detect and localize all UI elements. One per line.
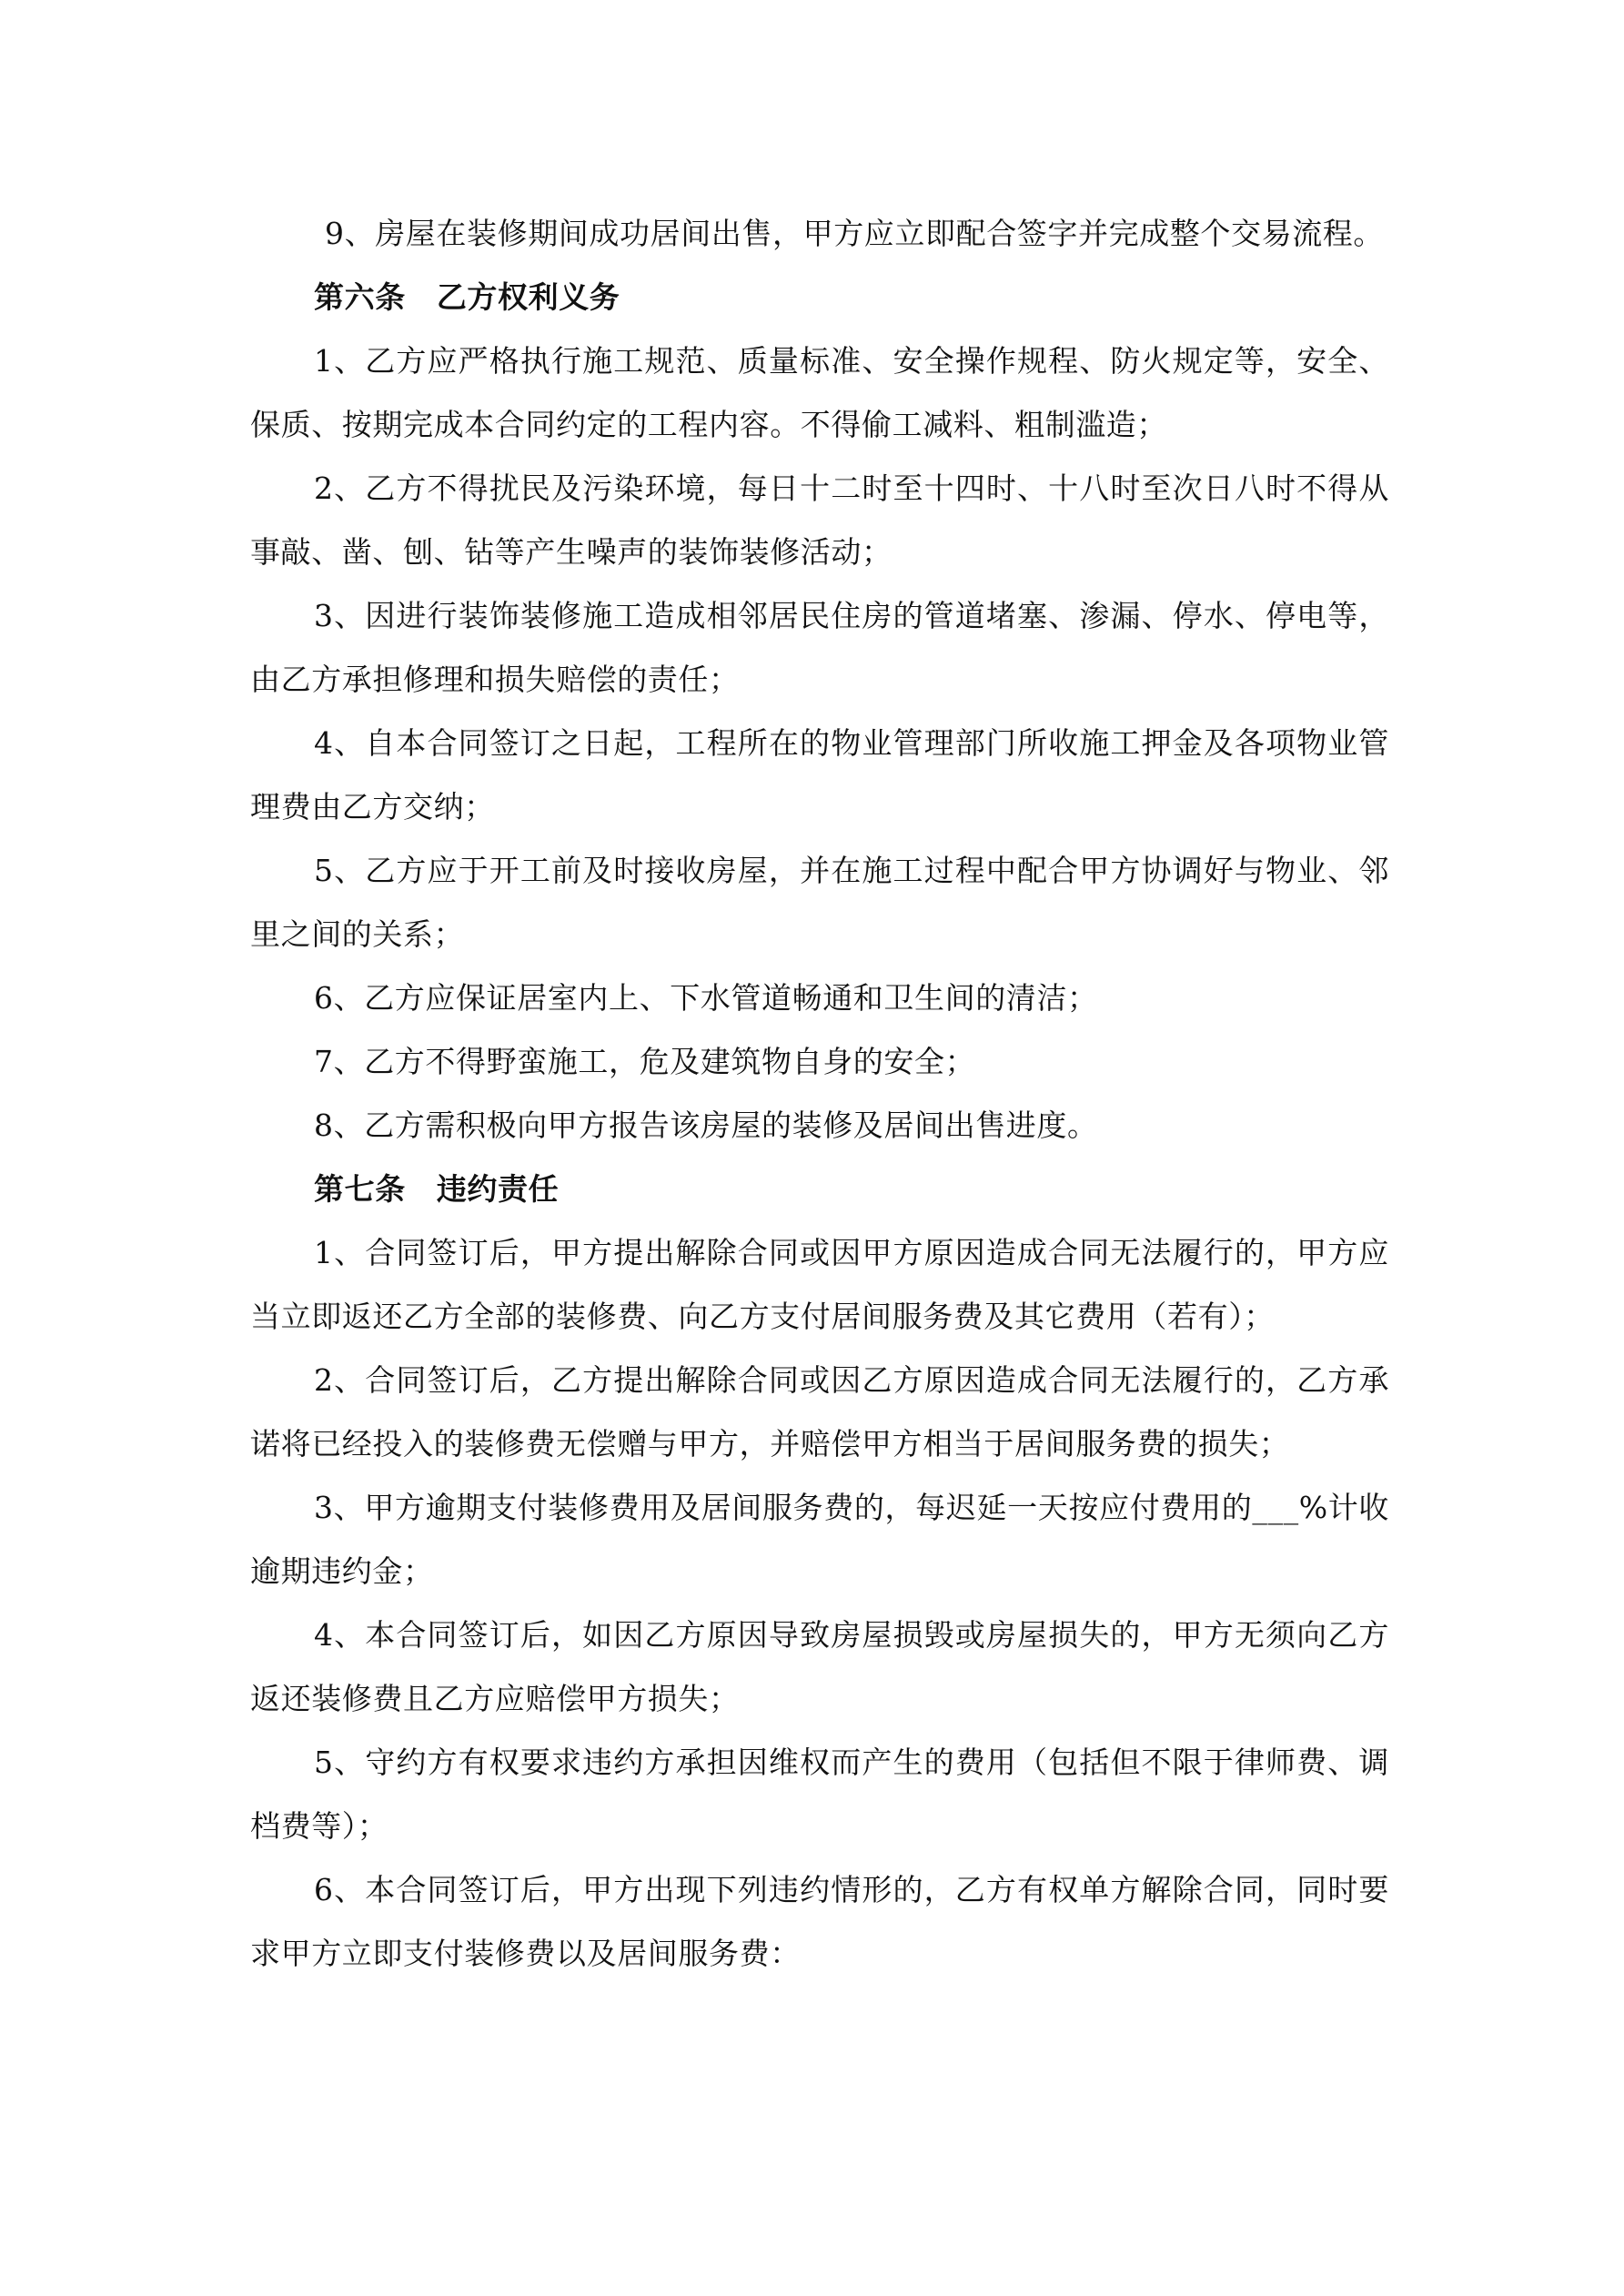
clause-item: 6、乙方应保证居室内上、下水管道畅通和卫生间的清洁； <box>314 980 1098 1016</box>
clause-item: 1、合同签订后，甲方提出解除合同或因甲方原因造成合同无法履行的，甲方应当立即返还乙方全部的装修费、向乙方支付居间服务费及其它费用（若有）； <box>250 1235 1389 1334</box>
article-number: 第七条 <box>314 1171 406 1207</box>
clause-item: 4、本合同签订后，如因乙方原因导致房屋损毁或房屋损失的，甲方无须向乙方返还装修费且乙方应赔偿甲方损失； <box>250 1617 1389 1716</box>
clause-item: 1、乙方应严格执行施工规范、质量标准、安全操作规程、防火规定等，安全、保质、按期完成本合同约定的工程内容。不得偷工减料、粗制滥造； <box>250 343 1389 442</box>
article-6-heading <box>250 266 1389 329</box>
article-title: 乙方权利义务 <box>436 279 620 315</box>
clause-item: 6、本合同签订后，甲方出现下列违约情形的，乙方有权单方解除合同，同时要求甲方立即支付装修费以及居间服务费： <box>250 1872 1389 1971</box>
clause-item: 4、自本合同签订之日起，工程所在的物业管理部门所收施工押金及各项物业管理费由乙方交纳； <box>250 725 1389 824</box>
clause-item: 5、乙方应于开工前及时接收房屋，并在施工过程中配合甲方协调好与物业、邻里之间的关系； <box>250 853 1389 952</box>
clause-item: 2、合同签订后，乙方提出解除合同或因乙方原因造成合同无法履行的，乙方承诺将已经投入的装修费无偿赠与甲方，并赔偿甲方相当于居间服务费的损失； <box>250 1362 1389 1462</box>
clause-item: 2、乙方不得扰民及污染环境，每日十二时至十四时、十八时至次日八时不得从事敲、凿、刨、钻等产生噪声的装饰装修活动； <box>250 470 1389 570</box>
clause-item: 3、因进行装饰装修施工造成相邻居民住房的管道堵塞、渗漏、停水、停电等，由乙方承担修理和损失赔偿的责任； <box>250 598 1389 697</box>
clause-item-9: 9、房屋在装修期间成功居间出售，甲方应立即配合签字并完成整个交易流程。 <box>325 216 1384 251</box>
clause-item: 5、守约方有权要求违约方承担因维权而产生的费用（包括但不限于律师费、调档费等）； <box>250 1745 1389 1844</box>
article-title: 违约责任 <box>436 1171 560 1207</box>
clause-item: 7、乙方不得野蛮施工，危及建筑物自身的安全； <box>314 1044 976 1079</box>
article-number: 第六条 <box>314 279 406 315</box>
clause-item: 8、乙方需积极向甲方报告该房屋的装修及居间出售进度。 <box>314 1108 1098 1143</box>
contract-body <box>250 202 1389 1986</box>
clause-item: 3、甲方逾期支付装修费用及居间服务费的，每迟延一天按应付费用的___%计收逾期违约金； <box>250 1490 1389 1589</box>
article-7-heading <box>250 1158 1389 1221</box>
